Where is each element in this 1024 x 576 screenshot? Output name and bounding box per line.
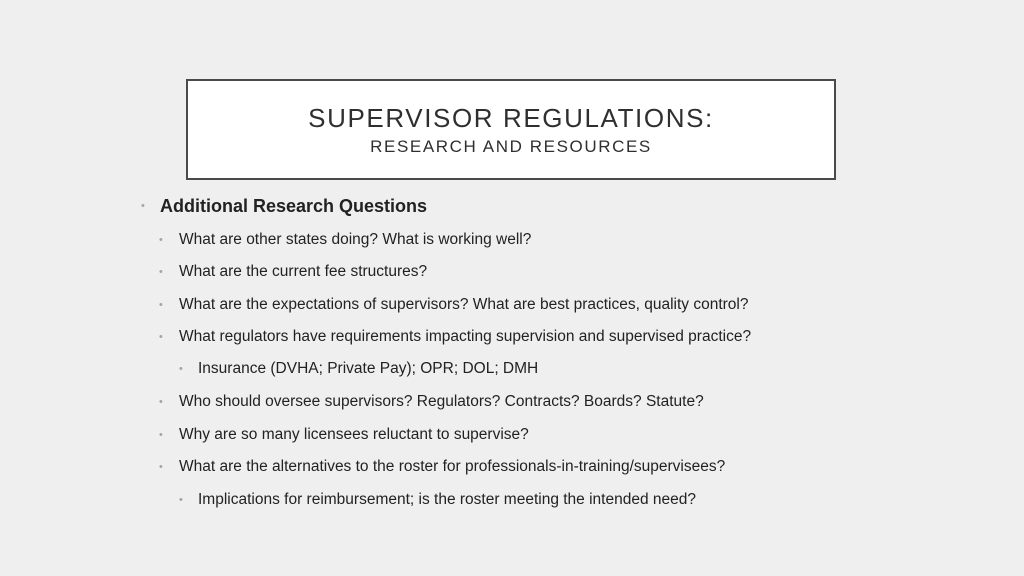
list-item xyxy=(159,229,532,251)
list-item-text: What regulators have requirements impacting supervision and supervised practice? xyxy=(179,328,752,345)
list-item xyxy=(159,391,704,413)
list-item-text: Why are so many licensees reluctant to supervise? xyxy=(179,426,529,443)
sub-list-item-text: Insurance (DVHA; Private Pay); OPR; DOL; DMH xyxy=(198,360,539,377)
list-item xyxy=(159,456,726,478)
bullet-heading xyxy=(141,195,428,219)
slide-subtitle: RESEARCH AND RESOURCES xyxy=(370,137,652,156)
slide-title: SUPERVISOR REGULATIONS: xyxy=(308,103,714,133)
bullet-icon: • xyxy=(159,234,163,246)
list-item-text: What are the expectations of supervisors? What are best practices, quality control? xyxy=(179,296,749,313)
bullet-icon: • xyxy=(159,266,163,278)
list-item-text: What are the current fee structures? xyxy=(179,263,428,280)
list-item-text: What are other states doing? What is working well? xyxy=(179,231,532,248)
list-item-text: Who should oversee supervisors? Regulators? Contracts? Boards? Statute? xyxy=(179,393,704,410)
list-item-text: What are the alternatives to the roster for professionals-in-training/supervisees? xyxy=(179,458,726,475)
bullet-icon: • xyxy=(179,363,183,375)
sub-list-item xyxy=(179,358,539,380)
bullet-icon: • xyxy=(159,396,163,408)
bullet-icon: • xyxy=(159,331,163,343)
list-item xyxy=(159,326,752,348)
sub-list-item xyxy=(179,489,696,511)
bullet-icon: • xyxy=(159,429,163,441)
list-item xyxy=(159,261,428,283)
list-item xyxy=(159,294,749,316)
bullet-icon: • xyxy=(159,461,163,473)
list-item xyxy=(159,424,529,446)
bullet-icon: • xyxy=(159,299,163,311)
sub-list-item-text: Implications for reimbursement; is the roster meeting the intended need? xyxy=(198,491,696,508)
bullet-icon: • xyxy=(141,200,145,212)
bullet-icon: • xyxy=(179,494,183,506)
bullet-heading-text: Additional Research Questions xyxy=(160,196,428,216)
